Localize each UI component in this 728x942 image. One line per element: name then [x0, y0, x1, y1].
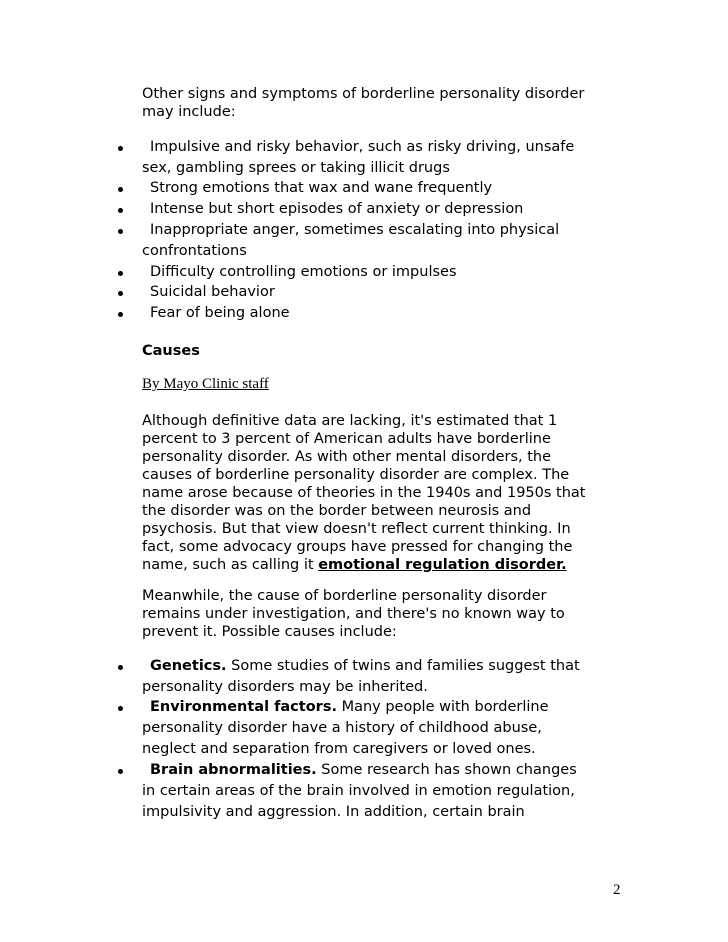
list-item-continuation: neglect and separation from caregivers or loved ones. — [142, 741, 536, 757]
emotional-regulation-disorder-link[interactable]: emotional regulation disorder. — [318, 557, 567, 573]
cause-text: Some studies of twins and families suggest that — [226, 658, 580, 674]
bullet-icon — [118, 187, 123, 192]
list-item: Strong emotions that wax and wane frequently — [150, 180, 493, 196]
list-item-continuation: personality disorder have a history of childhood abuse, — [142, 720, 542, 736]
paragraph-text: name, such as calling it — [142, 557, 319, 573]
bullet-icon — [118, 706, 123, 711]
list-item — [142, 762, 577, 779]
paragraph-line — [142, 557, 567, 574]
list-item: Difficulty controlling emotions or impulses — [150, 264, 457, 280]
intro-line-1: Other signs and symptoms of borderline personality disorder — [142, 86, 585, 102]
bullet-icon — [118, 769, 123, 774]
cause-term: Environmental factors. — [150, 699, 337, 715]
page-number: 2 — [613, 882, 621, 898]
cause-term: Genetics. — [150, 658, 227, 674]
intro-line-2: may include: — [142, 104, 236, 120]
list-item: Inappropriate anger, sometimes escalating into physical — [150, 222, 560, 238]
list-item — [142, 658, 580, 675]
list-item-continuation: personality disorders may be inherited. — [142, 679, 428, 695]
cause-term: Brain abnormalities. — [150, 762, 317, 778]
paragraph-line: fact, some advocacy groups have pressed for changing the — [142, 539, 573, 555]
bullet-icon — [118, 229, 123, 234]
list-item: Impulsive and risky behavior, such as risky driving, unsafe — [150, 139, 575, 155]
paragraph-line: Meanwhile, the cause of borderline personality disorder — [142, 588, 547, 604]
paragraph-line: causes of borderline personality disorder are complex. The — [142, 467, 570, 483]
section-heading-causes: Causes — [142, 343, 200, 359]
paragraph-line: name arose because of theories in the 1940s and 1950s that — [142, 485, 586, 501]
paragraph-line: percent to 3 percent of American adults have borderline — [142, 431, 551, 447]
list-item: Suicidal behavior — [150, 284, 275, 300]
paragraph-line: personality disorder. As with other mental disorders, the — [142, 449, 552, 465]
paragraph-line: psychosis. But that view doesn't reflect current thinking. In — [142, 521, 571, 537]
paragraph-line: prevent it. Possible causes include: — [142, 624, 397, 640]
bullet-icon — [118, 312, 123, 317]
cause-text: Many people with borderline — [336, 699, 549, 715]
list-item — [142, 699, 549, 716]
bullet-icon — [118, 208, 123, 213]
paragraph-line: Although definitive data are lacking, it's estimated that 1 — [142, 413, 558, 429]
paragraph-line: the disorder was on the border between neurosis and — [142, 503, 532, 519]
cause-text: Some research has shown changes — [316, 762, 577, 778]
list-item-continuation: impulsivity and aggression. In addition, certain brain — [142, 804, 525, 820]
list-item-continuation: confrontations — [142, 243, 247, 259]
bullet-icon — [118, 146, 123, 151]
list-item: Fear of being alone — [150, 305, 290, 321]
paragraph-line: remains under investigation, and there's no known way to — [142, 606, 565, 622]
byline-link[interactable]: By Mayo Clinic staff — [142, 376, 269, 392]
bullet-icon — [118, 291, 123, 296]
list-item-continuation: sex, gambling sprees or taking illicit drugs — [142, 160, 450, 176]
bullet-icon — [118, 271, 123, 276]
bullet-icon — [118, 665, 123, 670]
list-item-continuation: in certain areas of the brain involved in emotion regulation, — [142, 783, 575, 799]
list-item: Intense but short episodes of anxiety or depression — [150, 201, 524, 217]
